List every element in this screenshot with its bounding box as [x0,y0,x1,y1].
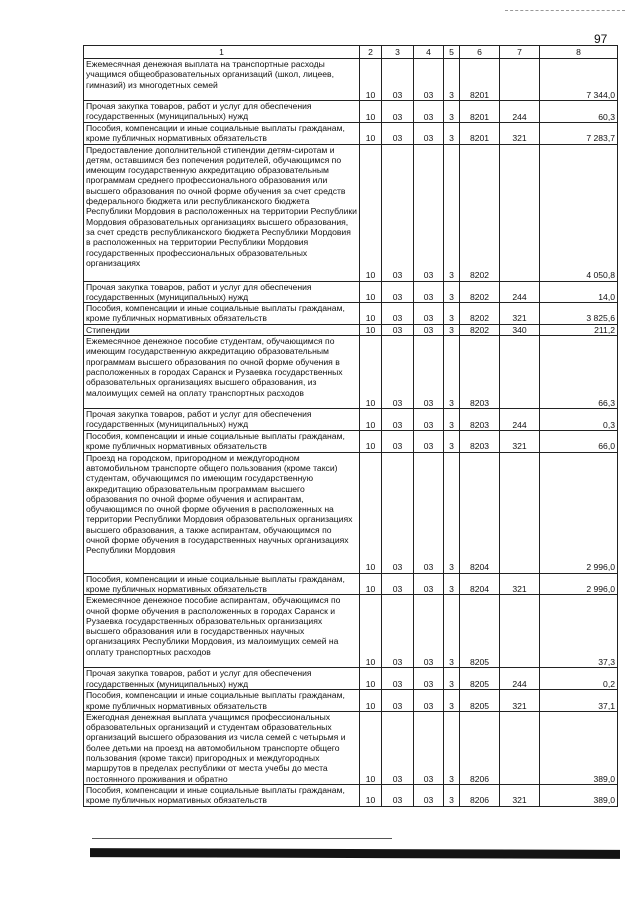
expense-type-code-cell: 244 [500,101,540,123]
subsection-code-cell: 03 [382,690,414,712]
table-row [84,409,618,431]
row-description-cell: Ежемесячная денежная выплата на транспортные расходы учащимся общеобразовательных организаций (школ, лицеев, гимназий) из многодетных семей [84,59,360,101]
table-row [84,59,618,101]
header-row [84,46,618,59]
section-code-cell: 10 [360,59,382,101]
target-code-cell: 8201 [460,123,500,145]
amount-cell: 14,0 [540,281,618,303]
subsection-code-cell: 03 [382,784,414,806]
subsection-code-cell: 03 [382,431,414,453]
program-code-cell: 3 [444,59,460,101]
subsection-code-cell: 03 [382,144,414,281]
row-description-cell: Пособия, компенсации и иные социальные выплаты гражданам, кроме публичных нормативных обязательств [84,690,360,712]
program-code-cell: 3 [444,303,460,325]
top-edge-mark [505,10,625,11]
target-code-cell: 8204 [460,573,500,595]
row-description-cell: Стипендии [84,324,360,335]
amount-cell: 3 825,6 [540,303,618,325]
table-body [84,59,618,807]
row-description-cell: Проезд на городском, пригородном и междугородном автомобильном транспорте общего пользования (кроме такси) студентам, обучающимся по имеющим государственную аккредитацию образовательным программам высшего образования по очной форме обучения и аспирантам, обучающимся по очной форме обучения в расположенных на территории Республики Мордовия образовательных организациях высшего образования, а также аспирантам, обучающимся по очной форме обучения в государственных научных организациях Республики Мордовия [84,452,360,573]
article-code-cell: 03 [414,452,444,573]
section-code-cell: 10 [360,409,382,431]
amount-cell: 60,3 [540,101,618,123]
section-code-cell: 10 [360,123,382,145]
expense-type-code-cell: 321 [500,123,540,145]
program-code-cell: 3 [444,452,460,573]
expense-type-code-cell [500,59,540,101]
target-code-cell: 8202 [460,281,500,303]
section-code-cell: 10 [360,452,382,573]
row-description-cell: Пособия, компенсации и иные социальные выплаты гражданам, кроме публичных нормативных обязательств [84,573,360,595]
program-code-cell: 3 [444,409,460,431]
table-row [84,690,618,712]
target-code-cell: 8206 [460,711,500,784]
article-code-cell: 03 [414,711,444,784]
section-code-cell: 10 [360,281,382,303]
row-description-cell: Прочая закупка товаров, работ и услуг для обеспечения государственных (муниципальных) нужд [84,668,360,690]
target-code-cell: 8205 [460,668,500,690]
section-code-cell: 10 [360,431,382,453]
article-code-cell: 03 [414,123,444,145]
section-code-cell: 10 [360,573,382,595]
expense-type-code-cell: 340 [500,324,540,335]
expense-type-code-cell [500,595,540,668]
article-code-cell: 03 [414,59,444,101]
target-code-cell: 8203 [460,336,500,409]
subsection-code-cell: 03 [382,336,414,409]
amount-cell: 389,0 [540,784,618,806]
amount-cell: 0,2 [540,668,618,690]
table-row [84,144,618,281]
program-code-cell: 3 [444,336,460,409]
amount-cell: 211,2 [540,324,618,335]
expense-type-code-cell: 244 [500,668,540,690]
article-code-cell: 03 [414,336,444,409]
target-code-cell: 8201 [460,59,500,101]
scan-edge-bar [90,848,620,859]
table-row [84,303,618,325]
program-code-cell: 3 [444,668,460,690]
row-description-cell: Ежемесячное денежное пособие аспирантам, обучающимся по очной форме обучения в расположенных в городах Саранск и Рузаевка государственных образовательных организациях высшего образования или в государственных научных организациях Республики Мордовия, из малоимущих семей на оплату транспортных расходов [84,595,360,668]
article-code-cell: 03 [414,144,444,281]
expense-type-code-cell: 321 [500,690,540,712]
program-code-cell: 3 [444,573,460,595]
section-code-cell: 10 [360,336,382,409]
article-code-cell: 03 [414,324,444,335]
subsection-code-cell: 03 [382,595,414,668]
article-code-cell: 03 [414,431,444,453]
subsection-code-cell: 03 [382,324,414,335]
program-code-cell: 3 [444,690,460,712]
target-code-cell: 8203 [460,431,500,453]
section-code-cell: 10 [360,711,382,784]
expense-type-code-cell: 321 [500,784,540,806]
subsection-code-cell: 03 [382,59,414,101]
amount-cell: 7 344,0 [540,59,618,101]
article-code-cell: 03 [414,784,444,806]
article-code-cell: 03 [414,668,444,690]
program-code-cell: 3 [444,784,460,806]
table-row [84,595,618,668]
amount-cell: 2 996,0 [540,573,618,595]
expense-type-code-cell: 244 [500,281,540,303]
row-description-cell: Пособия, компенсации и иные социальные выплаты гражданам, кроме публичных нормативных обязательств [84,303,360,325]
article-code-cell: 03 [414,101,444,123]
row-description-cell: Прочая закупка товаров, работ и услуг для обеспечения государственных (муниципальных) нужд [84,101,360,123]
budget-table [83,45,618,807]
expense-type-code-cell: 321 [500,431,540,453]
program-code-cell: 3 [444,324,460,335]
table-row [84,784,618,806]
table-row [84,123,618,145]
section-code-cell: 10 [360,144,382,281]
target-code-cell: 8206 [460,784,500,806]
header-cell: 5 [444,46,460,59]
table-row [84,431,618,453]
section-code-cell: 10 [360,690,382,712]
amount-cell: 2 996,0 [540,452,618,573]
header-cell: 1 [84,46,360,59]
subsection-code-cell: 03 [382,303,414,325]
amount-cell: 37,1 [540,690,618,712]
subsection-code-cell: 03 [382,668,414,690]
amount-cell: 37,3 [540,595,618,668]
target-code-cell: 8202 [460,144,500,281]
row-description-cell: Прочая закупка товаров, работ и услуг для обеспечения государственных (муниципальных) нужд [84,409,360,431]
expense-type-code-cell [500,144,540,281]
target-code-cell: 8203 [460,409,500,431]
row-description-cell: Ежегодная денежная выплата учащимся профессиональных образовательных организаций и студентам образовательных организаций высшего образования из числа семей с четырьмя и более детьми на проезд на автомобильном транспорте общего пользования (кроме такси) пригородных и междугородных маршрутов в пределах республики от места учебы до места постоянного проживания и обратно [84,711,360,784]
program-code-cell: 3 [444,711,460,784]
header-cell: 3 [382,46,414,59]
expense-type-code-cell: 244 [500,409,540,431]
scan-line [92,838,392,839]
subsection-code-cell: 03 [382,123,414,145]
row-description-cell: Пособия, компенсации и иные социальные выплаты гражданам, кроме публичных нормативных обязательств [84,784,360,806]
section-code-cell: 10 [360,303,382,325]
amount-cell: 66,0 [540,431,618,453]
article-code-cell: 03 [414,690,444,712]
program-code-cell: 3 [444,281,460,303]
target-code-cell: 8205 [460,690,500,712]
table-row [84,711,618,784]
target-code-cell: 8204 [460,452,500,573]
row-description-cell: Предоставление дополнительной стипендии детям-сиротам и детям, оставшимся без попечения родителей, обучающимся по имеющим государственную аккредитацию образовательным программам среднего профессионального образования или высшего образования по очной форме обучения за счет средств федерального бюджета или республиканского бюджета Республики Мордовия в расположенных на территории Республики Мордовия образовательных организациях высшего образования, за счет средств республиканского бюджета Республики Мордовия в расположенных на территории Республики Мордовия государственных профессиональных образовательных организациях [84,144,360,281]
target-code-cell: 8202 [460,324,500,335]
program-code-cell: 3 [444,144,460,281]
expense-type-code-cell [500,711,540,784]
header-cell: 4 [414,46,444,59]
amount-cell: 7 283,7 [540,123,618,145]
section-code-cell: 10 [360,784,382,806]
table-row [84,668,618,690]
section-code-cell: 10 [360,324,382,335]
amount-cell: 0,3 [540,409,618,431]
expense-type-code-cell [500,452,540,573]
program-code-cell: 3 [444,595,460,668]
expense-type-code-cell: 321 [500,303,540,325]
table-row [84,573,618,595]
program-code-cell: 3 [444,123,460,145]
target-code-cell: 8202 [460,303,500,325]
amount-cell: 389,0 [540,711,618,784]
header-cell: 7 [500,46,540,59]
amount-cell: 66,3 [540,336,618,409]
expense-type-code-cell [500,336,540,409]
section-code-cell: 10 [360,668,382,690]
article-code-cell: 03 [414,595,444,668]
expense-type-code-cell: 321 [500,573,540,595]
header-cell: 2 [360,46,382,59]
article-code-cell: 03 [414,303,444,325]
table-row [84,101,618,123]
target-code-cell: 8205 [460,595,500,668]
page-number: 97 [594,32,608,46]
row-description-cell: Пособия, компенсации и иные социальные выплаты гражданам, кроме публичных нормативных обязательств [84,123,360,145]
target-code-cell: 8201 [460,101,500,123]
program-code-cell: 3 [444,101,460,123]
subsection-code-cell: 03 [382,573,414,595]
program-code-cell: 3 [444,431,460,453]
amount-cell: 4 050,8 [540,144,618,281]
section-code-cell: 10 [360,101,382,123]
subsection-code-cell: 03 [382,452,414,573]
subsection-code-cell: 03 [382,711,414,784]
article-code-cell: 03 [414,573,444,595]
table-row [84,336,618,409]
subsection-code-cell: 03 [382,281,414,303]
subsection-code-cell: 03 [382,101,414,123]
table-row [84,324,618,335]
subsection-code-cell: 03 [382,409,414,431]
table-row [84,452,618,573]
row-description-cell: Пособия, компенсации и иные социальные выплаты гражданам, кроме публичных нормативных обязательств [84,431,360,453]
section-code-cell: 10 [360,595,382,668]
header-cell: 8 [540,46,618,59]
row-description-cell: Ежемесячное денежное пособие студентам, обучающимся по имеющим государственную аккредитацию образовательным программам высшего образования по очной форме обучения в расположенных в городах Саранск и Рузаевка государственных образовательных организациях высшего образования, из малоимущих семей на оплату транспортных расходов [84,336,360,409]
header-cell: 6 [460,46,500,59]
article-code-cell: 03 [414,409,444,431]
table-row [84,281,618,303]
row-description-cell: Прочая закупка товаров, работ и услуг для обеспечения государственных (муниципальных) нужд [84,281,360,303]
article-code-cell: 03 [414,281,444,303]
